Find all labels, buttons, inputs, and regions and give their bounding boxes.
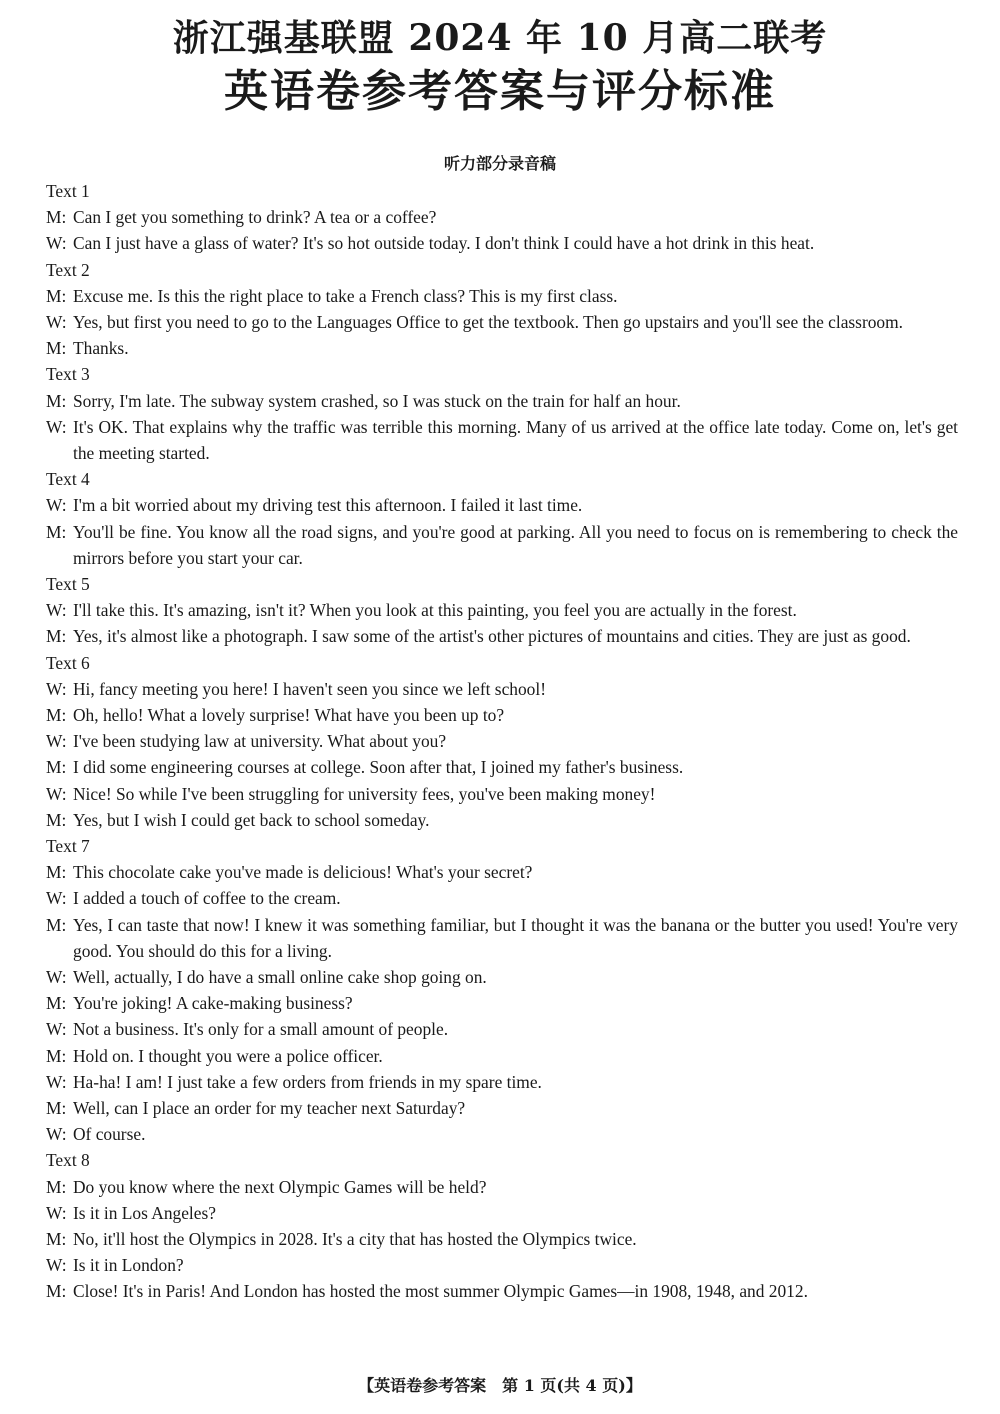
dialogue-line bbox=[46, 1252, 958, 1278]
dialogue-line bbox=[46, 1121, 958, 1147]
utterance-text: Nice! So while I've been struggling for university fees, you've been making money! bbox=[73, 783, 656, 804]
speaker-label: W: bbox=[46, 888, 67, 909]
dialogue-line bbox=[46, 964, 958, 990]
dialogue-line bbox=[46, 519, 958, 571]
speaker-label: W: bbox=[46, 1124, 67, 1145]
utterance-text: Is it in Los Angeles? bbox=[73, 1202, 216, 1223]
speaker-label: W: bbox=[46, 1019, 67, 1040]
utterance-text: I added a touch of coffee to the cream. bbox=[73, 888, 341, 909]
utterance-text: I did some engineering courses at college. Soon after that, I joined my father's business. bbox=[73, 757, 684, 778]
text-label: Text 4 bbox=[46, 469, 90, 490]
utterance-text: Hi, fancy meeting you here! I haven't seen you since we left school! bbox=[73, 678, 546, 699]
utterance-text: Close! It's in Paris! And London has hosted the most summer Olympic Games—in 1908, 1948, and 2012. bbox=[73, 1281, 808, 1302]
document-title-line2: 英语卷参考答案与评分标准 bbox=[224, 66, 776, 117]
dialogue-line bbox=[46, 702, 958, 728]
utterance-text: It's OK. That explains why the traffic was terrible this morning. Many of us arrived at the office late today. Come on, let's get the meeting started. bbox=[73, 416, 958, 463]
speaker-label: M: bbox=[46, 1281, 67, 1302]
dialogue-line bbox=[46, 1016, 958, 1042]
dialogue-line bbox=[46, 1174, 958, 1200]
dialogue-line bbox=[46, 388, 958, 414]
utterance-text: I've been studying law at university. What about you? bbox=[73, 731, 447, 752]
speaker-label: M: bbox=[46, 390, 67, 411]
utterance-text: I'm a bit worried about my driving test this afternoon. I failed it last time. bbox=[73, 495, 583, 516]
page-footer: 【英语卷参考答案 第 1 页(共 4 页)】 bbox=[358, 1376, 642, 1395]
speaker-label: M: bbox=[46, 1229, 67, 1249]
dialogue-line bbox=[46, 1226, 958, 1252]
text-label: Text 7 bbox=[46, 835, 90, 856]
utterance-text: You'll be fine. You know all the road signs, and you're good at parking. All you need to focus on is remembering to check the mirrors before you start your car. bbox=[73, 521, 958, 568]
dialogue-line bbox=[46, 283, 958, 309]
dialogue-line bbox=[46, 1200, 958, 1226]
speaker-label: W: bbox=[46, 1071, 67, 1092]
dialogue-line bbox=[46, 414, 958, 466]
speaker-label: M: bbox=[46, 1045, 67, 1066]
utterance-text: No, it'll host the Olympics in 2028. It's a city that has hosted the Olympics twice. bbox=[73, 1229, 637, 1249]
speaker-label: W: bbox=[46, 731, 67, 752]
listening-transcript bbox=[46, 178, 958, 1305]
speaker-label: M: bbox=[46, 704, 67, 725]
utterance-text: Thanks. bbox=[73, 338, 129, 359]
speaker-label: M: bbox=[46, 1098, 67, 1118]
speaker-label: M: bbox=[46, 338, 67, 359]
speaker-label: M: bbox=[46, 626, 67, 647]
text-label: Text 8 bbox=[46, 1150, 90, 1171]
speaker-label: W: bbox=[46, 1202, 67, 1223]
speaker-label: M: bbox=[46, 757, 67, 778]
dialogue-line bbox=[46, 912, 958, 964]
dialogue-line bbox=[46, 1278, 958, 1304]
speaker-label: M: bbox=[46, 207, 67, 228]
speaker-label: M: bbox=[46, 993, 67, 1014]
dialogue-line bbox=[46, 754, 958, 780]
utterance-text: Hold on. I thought you were a police officer. bbox=[73, 1045, 383, 1066]
utterance-text: Excuse me. Is this the right place to take a French class? This is my first class. bbox=[73, 285, 618, 306]
dialogue-line bbox=[46, 230, 958, 256]
speaker-label: W: bbox=[46, 1255, 67, 1276]
speaker-label: M: bbox=[46, 285, 67, 306]
speaker-label: W: bbox=[46, 495, 67, 516]
speaker-label: W: bbox=[46, 966, 67, 987]
dialogue-line bbox=[46, 781, 958, 807]
speaker-label: M: bbox=[46, 914, 67, 935]
dialogue-line bbox=[46, 728, 958, 754]
speaker-label: W: bbox=[46, 233, 67, 254]
utterance-text: Oh, hello! What a lovely surprise! What have you been up to? bbox=[73, 704, 505, 725]
text-label: Text 5 bbox=[46, 573, 90, 594]
dialogue-line bbox=[46, 1095, 958, 1121]
dialogue-line bbox=[46, 859, 958, 885]
dialogue-line bbox=[46, 885, 958, 911]
text-label: Text 2 bbox=[46, 259, 90, 280]
speaker-label: M: bbox=[46, 521, 67, 542]
dialogue-line bbox=[46, 335, 958, 361]
utterance-text: Well, actually, I do have a small online cake shop going on. bbox=[73, 966, 487, 987]
utterance-text: Yes, it's almost like a photograph. I saw some of the artist's other pictures of mountains and cities. They are just as good. bbox=[73, 626, 911, 647]
dialogue-line bbox=[46, 204, 958, 230]
dialogue-line bbox=[46, 492, 958, 518]
utterance-text: Can I get you something to drink? A tea or a coffee? bbox=[73, 207, 437, 228]
dialogue-line bbox=[46, 807, 958, 833]
utterance-text: Sorry, I'm late. The subway system crashed, so I was stuck on the train for half an hour. bbox=[73, 390, 681, 411]
utterance-text: Yes, but first you need to go to the Languages Office to get the textbook. Then go upstairs and you'll see the classroom. bbox=[73, 311, 904, 332]
utterance-text: Of course. bbox=[73, 1124, 146, 1145]
utterance-text: This chocolate cake you've made is delicious! What's your secret? bbox=[73, 862, 533, 883]
utterance-text: Not a business. It's only for a small amount of people. bbox=[73, 1019, 449, 1040]
utterance-text: Yes, I can taste that now! I knew it was something familiar, but I thought it was the banana or the butter you used! You're very good. You should do this for a living. bbox=[73, 914, 958, 961]
dialogue-line bbox=[46, 309, 958, 335]
utterance-text: Yes, but I wish I could get back to school someday. bbox=[73, 809, 430, 830]
document-title-line1: 浙江强基联盟 2024 年 10 月高二联考 bbox=[172, 17, 828, 59]
section-heading: 听力部分录音稿 bbox=[443, 154, 556, 173]
dialogue-line bbox=[46, 990, 958, 1016]
dialogue-line bbox=[46, 1069, 958, 1095]
text-label: Text 1 bbox=[46, 181, 90, 201]
utterance-text: Do you know where the next Olympic Games will be held? bbox=[73, 1176, 487, 1197]
dialogue-line bbox=[46, 623, 958, 649]
utterance-text: Can I just have a glass of water? It's so hot outside today. I don't think I could have a hot drink in this heat. bbox=[73, 233, 815, 254]
dialogue-line bbox=[46, 597, 958, 623]
utterance-text: Ha-ha! I am! I just take a few orders from friends in my spare time. bbox=[73, 1071, 542, 1092]
text-label: Text 3 bbox=[46, 364, 90, 385]
speaker-label: W: bbox=[46, 311, 67, 332]
speaker-label: W: bbox=[46, 678, 67, 699]
dialogue-line bbox=[46, 1043, 958, 1069]
utterance-text: You're joking! A cake-making business? bbox=[73, 993, 353, 1014]
speaker-label: W: bbox=[46, 783, 67, 804]
speaker-label: M: bbox=[46, 809, 67, 830]
text-label: Text 6 bbox=[46, 652, 90, 673]
speaker-label: W: bbox=[46, 416, 67, 437]
dialogue-line bbox=[46, 676, 958, 702]
speaker-label: M: bbox=[46, 862, 67, 883]
utterance-text: Is it in London? bbox=[73, 1255, 184, 1276]
speaker-label: W: bbox=[46, 600, 67, 621]
utterance-text: I'll take this. It's amazing, isn't it? When you look at this painting, you feel you are actually in the forest. bbox=[73, 600, 797, 621]
utterance-text: Well, can I place an order for my teacher next Saturday? bbox=[73, 1098, 466, 1118]
speaker-label: M: bbox=[46, 1176, 67, 1197]
